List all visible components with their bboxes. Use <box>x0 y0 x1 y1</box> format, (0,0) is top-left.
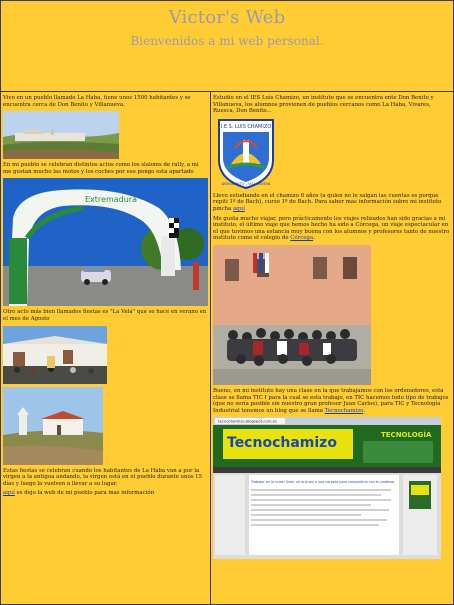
intro-paragraph: Vivo en un pueblo llamado La Haba, tiene unos 1500 habitantes y se encuentra cerca de Don Benito y Villanueva. <box>3 95 191 108</box>
town-web-text: es dejo la web de mi pueblo para mas información <box>14 490 155 497</box>
site-subtitle: Bienvenidos a mi web personal. <box>130 34 324 48</box>
blog-brand-small: TECNOLOGÍA <box>381 431 432 440</box>
site-header <box>1 1 453 92</box>
tic-paragraph <box>213 388 451 414</box>
vela-festival-image <box>3 326 208 384</box>
travel-paragraph <box>213 216 451 242</box>
left-column <box>1 92 211 604</box>
arch-banner-text: Extremadura <box>85 195 137 205</box>
group-photo-image <box>213 245 451 385</box>
right-column <box>211 92 453 604</box>
town-web-link[interactable]: aquí <box>3 490 15 497</box>
town-web-paragraph <box>3 490 208 497</box>
town-landscape-image <box>3 111 208 159</box>
school-paragraph: Estudio en el IES Luis Chamizo, un instituto que se encuentra ente Don Benito y Villanueva, los alumnos provienen de pueblos cercanos como La Haba, Vivares, Ruesca, Don Benito... <box>213 95 434 115</box>
years-paragraph <box>213 193 451 213</box>
rally-paragraph: En mi pueblo se celebran distintos actos como los slaloms de rally, a mi me gustan mucho las motos y los coches por eso pongo esta apartado <box>3 162 199 175</box>
tic-text-end: . <box>363 407 366 414</box>
blog-url-text: tecnochamizo.blogspot.com.es <box>218 418 277 424</box>
blog-screenshot-image <box>213 417 451 559</box>
corsica-link[interactable]: Córcega <box>290 235 314 242</box>
hermitage-image <box>3 387 208 465</box>
travel-text: Me gusta mucho viajar, pero prácticamente los viajes relizados han sido gracias a mi instituto, el último viaje que hemos hecho ha sido a Córcega, un viaje espectacular en el que tuvimos una estancia muy buena con los alumnos y profesores tanto de nuestro instituto como el colegio de <box>213 215 450 242</box>
content-columns <box>1 92 453 604</box>
site-title: Victor's Web <box>168 7 286 28</box>
travel-text-end: . <box>313 235 315 242</box>
tecnochamizo-link[interactable]: Tecnochamizo <box>324 407 364 414</box>
vela-paragraph: Otro acto más bien llamados fiestas es "La Velá" que se hace en verano en el mes de Agosto <box>3 309 207 322</box>
virgin-paragraph: Estas fiestas se celebran cuando los habitantes de La Haba van a por la virgen a la antigua andando, la virgen está en el pueblo durante unos 15 días y luego la vuelven a llevar a su lugar. <box>3 467 203 487</box>
blog-brand-big: Tecnochamizo <box>227 435 337 452</box>
rally-arch-image <box>3 178 208 306</box>
logo-top-text: I.E.S. LUIS CHAMIZO <box>220 123 272 130</box>
blog-post-title: Trabajar en la nube: Subir un archivo a una carpeta para compartirlo con tu profesor <box>251 480 395 485</box>
tic-text: Bueno, en mi instituto hay una clase en la que trabajamos con los ordenadores, esta clase se llama TIC I para la cual se esta trabajo, en TIC hacemos todo tipo de trabajos (que no sería posible sin nuestro gran profesor Juan Carlos), para TIC y Tecnología Industrial tenemos un blog que se llama <box>213 387 449 414</box>
years-text: Llevo estudiando en el chamizo 6 años (a quien no le salgan las cuentas es porque repiti 1º de Bach), curso 1º de Bach. Para saber mas información sobre mi instituto pincha <box>213 192 442 212</box>
school-info-link[interactable]: aquí <box>233 205 245 212</box>
logo-bottom-text: DON BENITO - VILLANUEVA <box>221 181 271 186</box>
school-logo-image <box>213 118 451 190</box>
